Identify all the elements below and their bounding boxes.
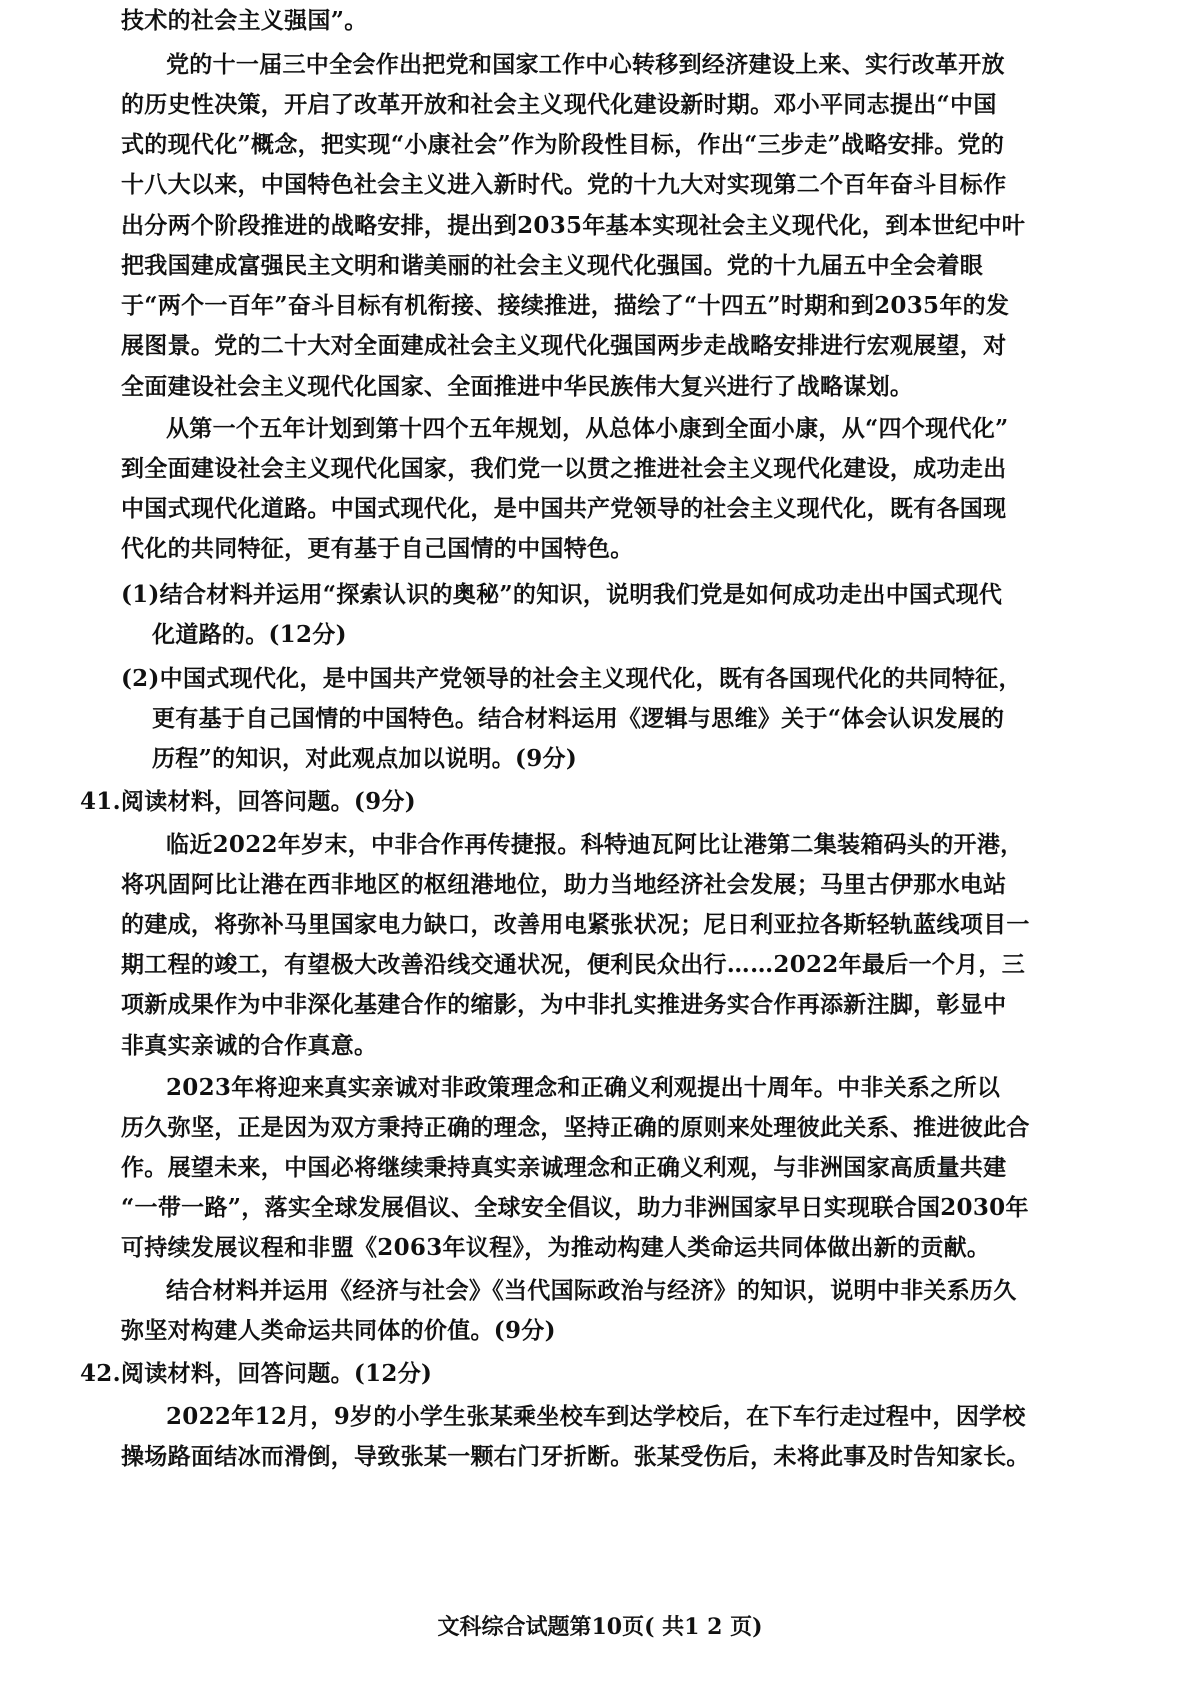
question-line: 更有基于自己国情的中国特色。结合材料运用《逻辑与思维》关于“体会认识发展的 (152, 705, 1005, 732)
text-line: 展图景。党的二十大对全面建成社会主义现代化强国两步走战略安排进行宏观展望，对 (121, 332, 1007, 359)
question-line: 结合材料并运用《经济与社会》《当代国际政治与经济》的知识，说明中非关系历久 (166, 1277, 1017, 1304)
text-line: 2022年12月，9岁的小学生张某乘坐校车到达学校后，在下车行走过程中，因学校 (166, 1403, 1026, 1430)
text-line: 出分两个阶段推进的战略安排，提出到2035年基本实现社会主义现代化，到本世纪中叶 (121, 212, 1026, 239)
text-line: 作。展望未来，中国必将继续秉持真实亲诚理念和正确义利观，与非洲国家高质量共建 (121, 1154, 1007, 1181)
text-line: 代化的共同特征，更有基于自己国情的中国特色。 (121, 535, 634, 562)
text-line: “一带一路”，落实全球发展倡议、全球安全倡议，助力非洲国家早日实现联合国2030年 (121, 1194, 1029, 1221)
question-line: 化道路的。(12分) (152, 621, 347, 648)
question-line: (2)中国式现代化，是中国共产党领导的社会主义现代化，既有各国现代化的共同特征， (121, 665, 1022, 692)
text-line: 2023年将迎来真实亲诚对非政策理念和正确义利观提出十周年。中非关系之所以 (166, 1074, 1001, 1101)
text-line: 于“两个一百年”奋斗目标有机衔接、接续推进，描绘了“十四五”时期和到2035年的发 (121, 292, 1010, 319)
text-line: 项新成果作为中非深化基建合作的缩影，为中非扎实推进务实合作再添新注脚，彰显中 (121, 991, 1007, 1018)
question-heading: 41.阅读材料，回答问题。(9分) (80, 788, 416, 815)
question-heading: 42.阅读材料，回答问题。(12分) (80, 1360, 433, 1387)
text-line: 的历史性决策，开启了改革开放和社会主义现代化建设新时期。邓小平同志提出“中国 (121, 91, 997, 118)
text-line: 临近2022年岁末，中非合作再传捷报。科特迪瓦阿比让港第二集装箱码头的开港， (166, 831, 1024, 858)
text-line: 历久弥坚，正是因为双方秉持正确的理念，坚持正确的原则来处理彼此关系、推进彼此合 (121, 1114, 1030, 1141)
question-line: 弥坚对构建人类命运共同体的价值。(9分) (121, 1317, 556, 1344)
text-line: 非真实亲诚的合作真意。 (121, 1032, 378, 1059)
text-line: 的建成，将弥补马里国家电力缺口，改善用电紧张状况；尼日利亚拉各斯轻轨蓝线项目一 (121, 911, 1030, 938)
text-line: 从第一个五年计划到第十四个五年规划，从总体小康到全面小康，从“四个现代化” (166, 415, 1009, 442)
text-line: 把我国建成富强民主文明和谐美丽的社会主义现代化强国。党的十九届五中全会着眼 (121, 252, 984, 279)
text-line: 到全面建设社会主义现代化国家，我们党一以贯之推进社会主义现代化建设，成功走出 (121, 455, 1007, 482)
text-line: 技术的社会主义强国”。 (121, 7, 368, 34)
question-line: 历程”的知识，对此观点加以说明。(9分) (152, 745, 577, 772)
page-footer: 文科综合试题第10页( 共1 2 页) (437, 1614, 763, 1640)
text-line: 期工程的竣工，有望极大改善沿线交通状况，便利民众出行……2022年最后一个月，三 (121, 951, 1026, 978)
text-line: 党的十一届三中全会作出把党和国家工作中心转移到经济建设上来、实行改革开放 (166, 51, 1005, 78)
text-line: 操场路面结冰而滑倒，导致张某一颗右门牙折断。张某受伤后，未将此事及时告知家长。 (121, 1443, 1030, 1470)
text-line: 式的现代化”概念，把实现“小康社会”作为阶段性目标，作出“三步走”战略安排。党的 (121, 131, 1005, 158)
text-line: 全面建设社会主义现代化国家、全面推进中华民族伟大复兴进行了战略谋划。 (121, 373, 914, 400)
question-line: (1)结合材料并运用“探索认识的奥秘”的知识，说明我们党是如何成功走出中国式现代 (121, 581, 1003, 608)
text-line: 十八大以来，中国特色社会主义进入新时代。党的十九大对实现第二个百年奋斗目标作 (121, 171, 1007, 198)
text-line: 可持续发展议程和非盟《2063年议程》，为推动构建人类命运共同体做出新的贡献。 (121, 1234, 991, 1261)
text-line: 将巩固阿比让港在西非地区的枢纽港地位，助力当地经济社会发展；马里古伊那水电站 (121, 871, 1007, 898)
text-line: 中国式现代化道路。中国式现代化，是中国共产党领导的社会主义现代化，既有各国现 (121, 495, 1007, 522)
